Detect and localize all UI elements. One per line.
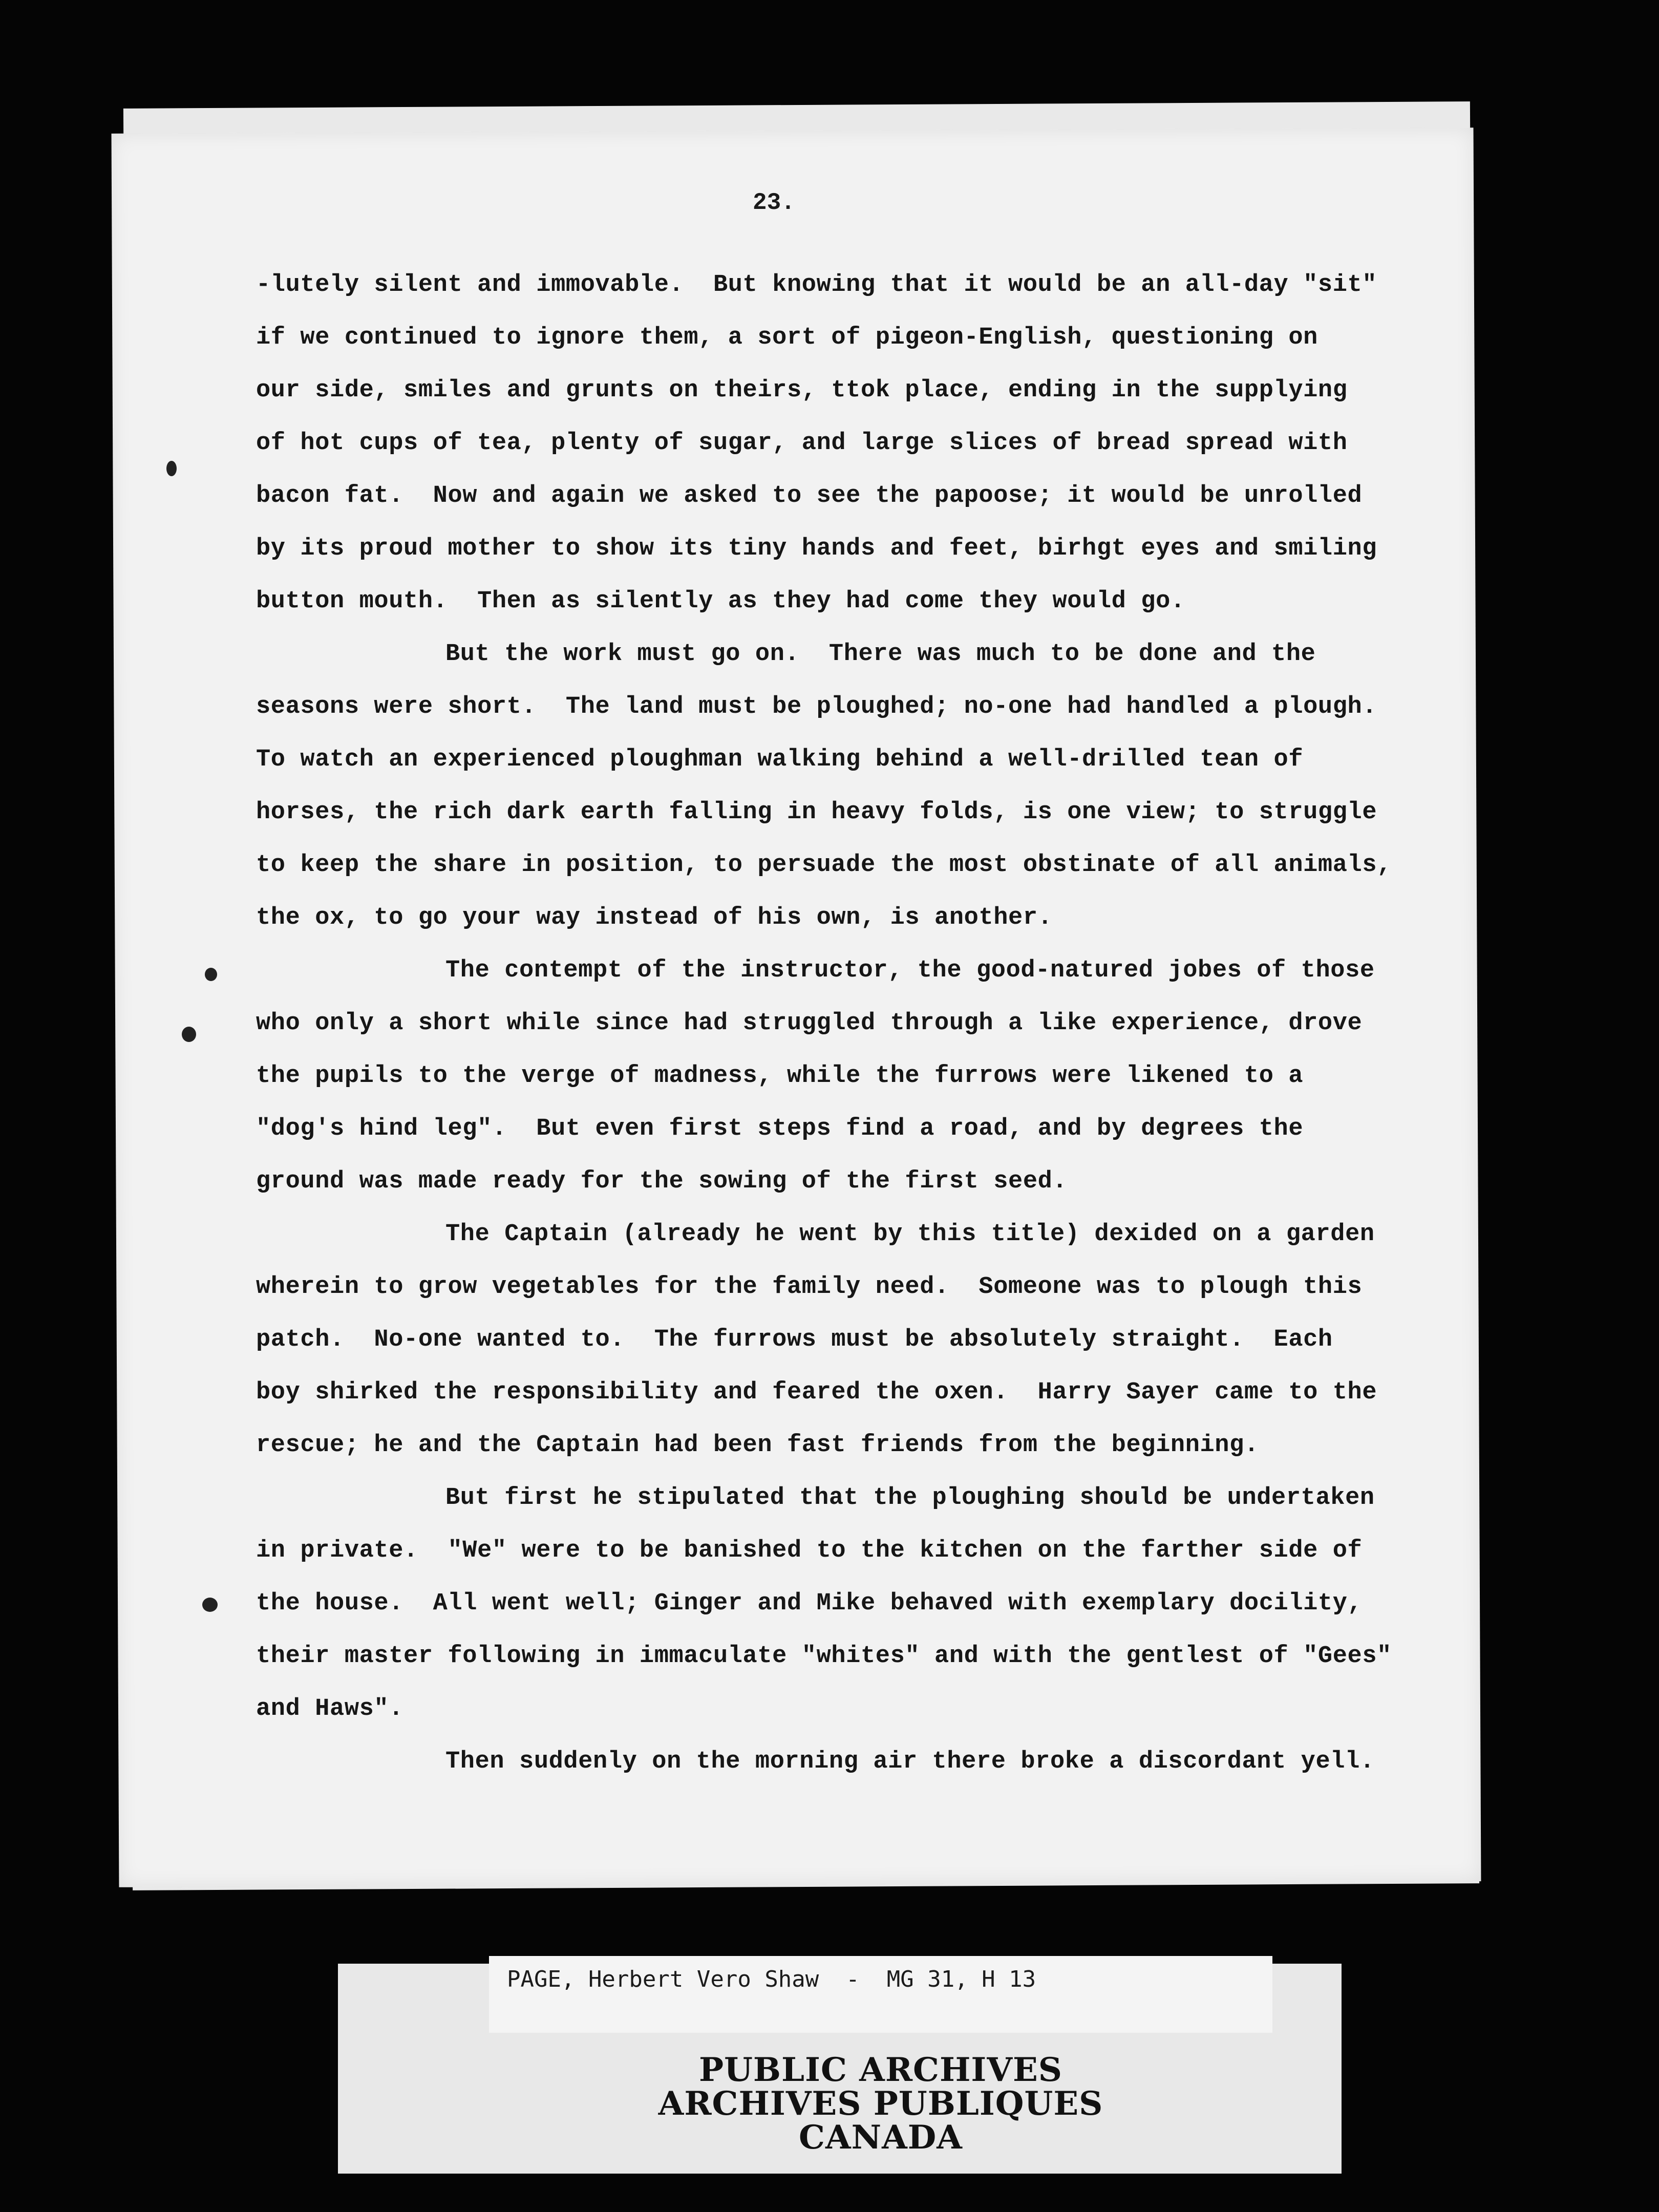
text-line: to keep the share in position, to persuade the most obstinate of all animals, xyxy=(256,852,1392,879)
text-line: patch. No-one wanted to. The furrows must be absolutely straight. Each xyxy=(256,1326,1333,1353)
text-line: To watch an experienced ploughman walking behind a well-drilled tean of xyxy=(256,746,1304,773)
text-line: horses, the rich dark earth falling in heavy folds, is one view; to struggle xyxy=(256,799,1377,826)
text-line: and Haws". xyxy=(256,1695,404,1722)
text-line: The Captain (already he went by this title) dexided on a garden xyxy=(445,1221,1375,1248)
text-line: our side, smiles and grunts on theirs, ttok place, ending in the supplying xyxy=(256,377,1348,404)
text-line: by its proud mother to show its tiny hands and feet, birhgt eyes and smiling xyxy=(256,535,1377,562)
text-line: seasons were short. The land must be ploughed; no-one had handled a plough. xyxy=(256,693,1377,720)
text-line: bacon fat. Now and again we asked to see the papoose; it would be unrolled xyxy=(256,482,1363,509)
text-line: But first he stipulated that the ploughing should be undertaken xyxy=(445,1484,1375,1512)
stamp-line: PUBLIC ARCHIVES xyxy=(698,2051,1063,2089)
text-line: But the work must go on. There was much to be done and the xyxy=(445,641,1316,668)
typed-body-text xyxy=(256,259,1485,1788)
archive-reference: PAGE, Herbert Vero Shaw - MG 31, H 13 xyxy=(507,1966,1036,1992)
text-line: rescue; he and the Captain had been fast friends from the beginning. xyxy=(256,1432,1259,1459)
film-speck xyxy=(166,461,177,476)
text-line: of hot cups of tea, plenty of sugar, and large slices of bread spread with xyxy=(256,430,1348,457)
text-line: -lutely silent and immovable. But knowing that it would be an all-day "sit" xyxy=(256,271,1377,299)
film-speck xyxy=(182,1027,196,1042)
text-line: the house. All went well; Ginger and Mike behaved with exemplary docility, xyxy=(256,1590,1363,1617)
text-line: boy shirked the responsibility and feared the oxen. Harry Sayer came to the xyxy=(256,1379,1377,1406)
text-line: The contempt of the instructor, the good-natured jobes of those xyxy=(445,957,1375,984)
text-line: in private. "We" were to be banished to the kitchen on the farther side of xyxy=(256,1537,1363,1564)
stamp-line: CANADA xyxy=(799,2118,963,2157)
text-line: the pupils to the verge of madness, while the furrows were likened to a xyxy=(256,1062,1304,1090)
text-line: ground was made ready for the sowing of the first seed. xyxy=(256,1168,1068,1195)
text-line: the ox, to go your way instead of his own, is another. xyxy=(256,904,1053,931)
archives-stamp xyxy=(640,2053,1121,2155)
text-line: "dog's hind leg". But even first steps find a road, and by degrees the xyxy=(256,1115,1304,1142)
text-line: Then suddenly on the morning air there broke a discordant yell. xyxy=(445,1748,1375,1775)
text-line: wherein to grow vegetables for the family need. Someone was to plough this xyxy=(256,1273,1363,1301)
stamp-line: ARCHIVES PUBLIQUES xyxy=(658,2085,1103,2123)
text-line: if we continued to ignore them, a sort of pigeon-English, questioning on xyxy=(256,324,1318,351)
text-line: button mouth. Then as silently as they had come they would go. xyxy=(256,588,1185,615)
text-line: who only a short while since had struggled through a like experience, drove xyxy=(256,1010,1363,1037)
film-speck xyxy=(205,968,217,981)
film-speck xyxy=(202,1598,218,1612)
text-line: their master following in immaculate "whites" and with the gentlest of "Gees" xyxy=(256,1643,1392,1670)
page-number: 23. xyxy=(753,189,795,216)
